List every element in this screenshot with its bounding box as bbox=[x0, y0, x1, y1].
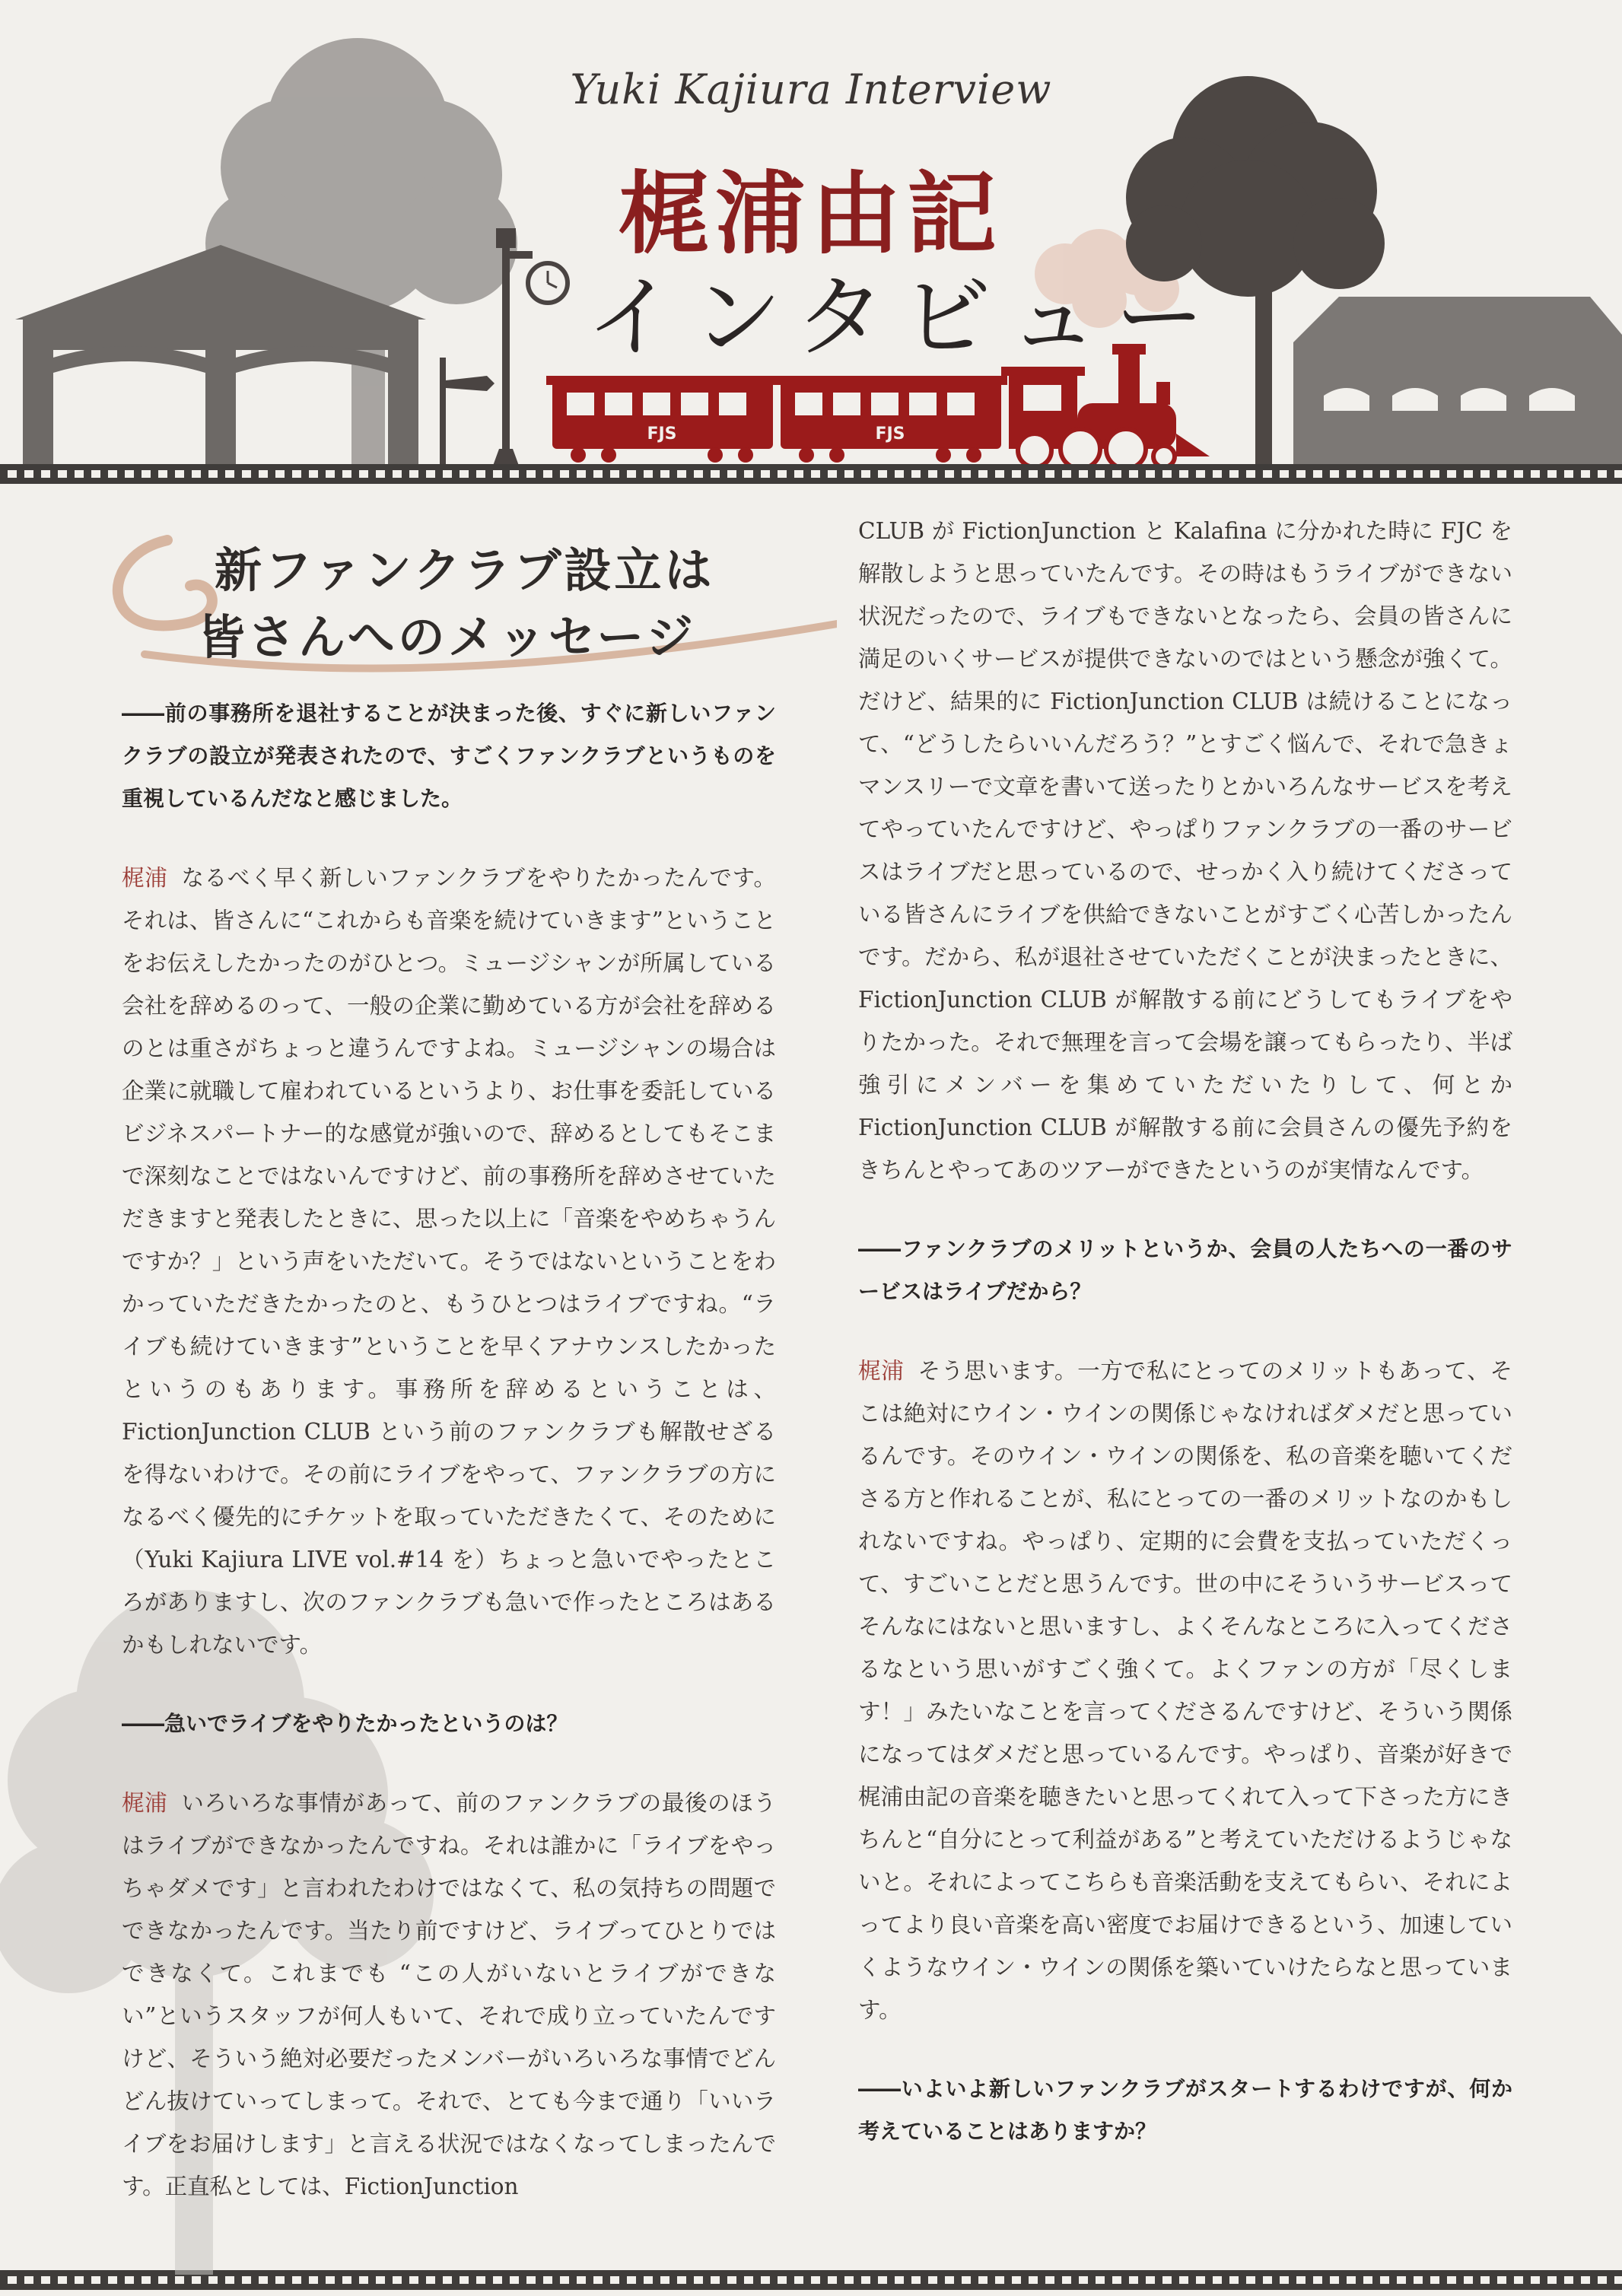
section-heading-line1: 新ファンクラブ設立は bbox=[215, 542, 715, 598]
interview-question-2: ――急いでライブをやりたかったというのは？ bbox=[122, 1711, 568, 1736]
interview-question-4: ――いよいよ新しいファンクラブがスタートするわけですが、何か考えていることはありますか？ bbox=[858, 2076, 1512, 2144]
answer-paragraph-2-continued: CLUB が FictionJunction と Kalafina に分かれた時に FJC を解散しようと思っていたんです。その時はもうライブができない状況だったので、ライブもできないとなったら、会員の皆さんに満足のいくサービスが提供できないのではという懸念が強くて。だけど、結果的に FictionJunction CLUB は続けることになって、“どうしたらいいんだろう？”とすごく悩んで、それで急きょマンスリーで文章を書いて送ったりとかいろんなサービスを考えてやっていたんですけど、やっぱりファンクラブの一番のサービスはライブだと思っているので、せっかく入り続けてくださっている皆さんにライブを供給できないことがすごく心苦しかったんです。だから、私が退社させていただくことが決まったときに、FictionJunction CLUB が解散する前にどうしてもライブをやりたかった。それで無理を言って会場を譲ってもらったり、半ば強引にメンバーを集めていただいたりして、何とか FictionJunction CLUB が解散する前に会員さんの優先予約をきちんとやってあのツアーができたというのが実情なんです。 bbox=[858, 518, 1512, 1183]
section-heading-line2: 皆さんへのメッセージ bbox=[198, 609, 697, 665]
train-car2-label: FJS bbox=[875, 425, 905, 444]
title-english: Yuki Kajiura Interview bbox=[570, 65, 1052, 113]
left-column bbox=[122, 510, 776, 2208]
answer-text: いろいろな事情があって、前のファンクラブの最後のほうはライブができなかったんですね。それは誰かに「ライブをやっちゃダメです」と言われたわけではなくて、私の気持ちの問題でできなかったんです。当たり前ですけど、ライブってひとりではできなくて。これまでも “この人がいないとライブができない”というスタッフが何人もいて、それで成り立っていたんですけど、そういう絶対必要だったメンバーがいろいろな事情でどんどん抜けていってしまって。それで、とても今まで通り「いいライブをお届けします」と言える状況ではなくなってしまったんです。正直私としては、FictionJunction bbox=[122, 1790, 776, 2199]
title-japanese-name: 梶浦由記 bbox=[619, 161, 1003, 266]
section-heading bbox=[122, 510, 776, 685]
answer-paragraph-3 bbox=[858, 1350, 1512, 2031]
interview-question-1: ――前の事務所を退社することが決まった後、すぐに新しいファンクラブの設立が発表されたので、すごくファンクラブというものを重視しているんだなと感じました。 bbox=[122, 701, 776, 811]
right-column bbox=[858, 510, 1512, 2153]
answer-text: そう思います。一方で私にとってのメリットもあって、そこは絶対にウイン・ウインの関係じゃなければダメだと思っているんです。そのウイン・ウインの関係を、私の音楽を聴いてくださる方と作れることが、私にとっての一番のメリットなのかもしれないですね。やっぱり、定期的に会費を支払っていただくって、すごいことだと思うんです。世の中にそういうサービスってそんなにはないと思いますし、よくそんなところに入ってくださるなという思いがすごく強くて。よくファンの方が「尽くします！」みたいなことを言ってくださるんですけど、そういう関係になってはダメだと思っているんです。やっぱり、音楽が好きで梶浦由記の音楽を聴きたいと思ってくれて入って下さった方にきちんと“自分にとって利益がある”と考えていただけるようじゃないと。それによってこちらも音楽活動を支えてもらい、それによってより良い音楽を高い密度でお届けできるという、加速していくようなウイン・ウインの関係を築いていけたらなと思っています。 bbox=[858, 1358, 1512, 2023]
film-strip-top bbox=[0, 464, 1622, 484]
answer-paragraph-1 bbox=[122, 857, 776, 1666]
header-illustration bbox=[0, 0, 1622, 487]
answer-text: なるべく早く新しいファンクラブをやりたかったんです。それは、皆さんに“これからも音楽を続けていきます”ということをお伝えしたかったのがひとつ。ミュージシャンが所属している会社を辞めるのって、一般の企業に勤めている方が会社を辞めるのとは重さがちょっと違うんですよね。ミュージシャンの場合は企業に就職して雇われているというより、お仕事を委託しているビジネスパートナー的な感覚が強いので、辞めるとしてもそこまで深刻なことではないんですけど、前の事務所を辞めさせていただきますと発表したときに、思った以上に「音楽をやめちゃうんですか？」という声をいただいて。そうではないということをわかっていただきたかったのと、もうひとつはライブですね。“ライブも続けていきます”ということを早くアナウンスしたかったというのもあります。事務所を辞めるということは、FictionJunction CLUB という前のファンクラブも解散せざるを得ないわけで。その前にライブをやって、ファンクラブの方になるべく優先的にチケットを取っていただきたくて、そのために（Yuki Kajiura LIVE vol.#14 を）ちょっと急いでやったところがありますし、次のファンクラブも急いで作ったところはあるかもしれないです。 bbox=[122, 865, 776, 1658]
speaker-label: 梶浦 bbox=[858, 1358, 905, 1384]
right-house bbox=[1293, 297, 1622, 464]
train-car1-label: FJS bbox=[647, 425, 677, 444]
speaker-label: 梶浦 bbox=[122, 865, 168, 891]
signpost bbox=[440, 358, 495, 464]
answer-paragraph-2 bbox=[122, 1782, 776, 2208]
speaker-label: 梶浦 bbox=[122, 1790, 168, 1816]
title-japanese-interview: インタビュー bbox=[586, 265, 1222, 370]
interview-question-3: ――ファンクラブのメリットというか、会員の人たちへの一番のサービスはライブだから？ bbox=[858, 1236, 1512, 1304]
